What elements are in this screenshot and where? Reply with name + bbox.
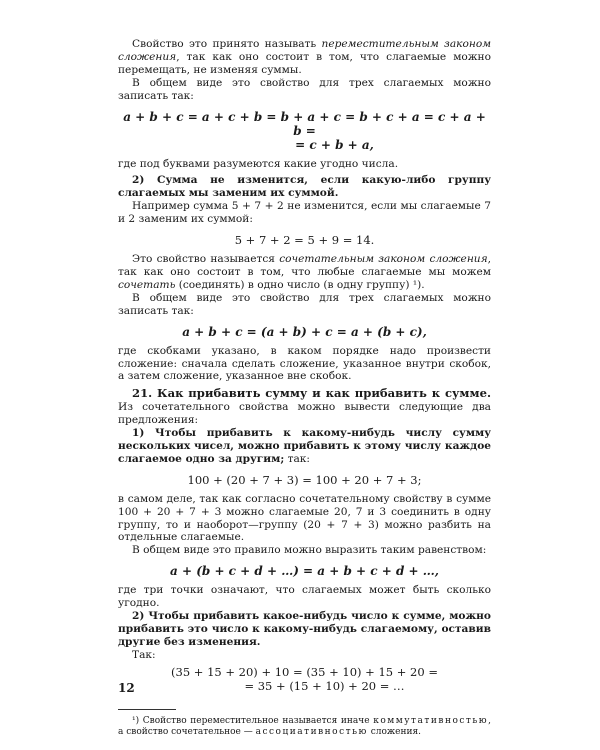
rule-add-to-sum: 2) Чтобы прибавить какое-нибудь число к сумме, можно прибавить это число к какому-нибудь слагаемому, оставив другие без изменения. <box>118 610 491 648</box>
text: , а свойство сочетательное — <box>118 715 491 737</box>
term-commutative-law: переместительным законом сложения <box>118 38 491 63</box>
paragraph-so: Так: <box>132 648 156 661</box>
formula-general: a + (b + c + d + …) = a + b + c + d + …, <box>170 564 439 579</box>
rule-add-sum <box>118 427 491 466</box>
text: Из сочетательного свойства можно вывести следующие два предложения: <box>118 401 491 427</box>
term-associative-law: сочетательным законом сложения <box>279 253 488 266</box>
paragraph-dots-note: где три точки означают, что слагаемых может быть сколько угодно. <box>118 584 491 610</box>
text: , так как оно состоит в том, что любые слагаемые мы можем <box>118 253 492 278</box>
paragraph-general-form: В общем виде это свойство для трех слагаемых можно записать так: <box>118 76 491 102</box>
paragraph-general-form-2: В общем виде это свойство для трех слагаемых можно записать так: <box>118 291 491 317</box>
paragraph-associative-law <box>118 253 491 292</box>
text: ¹) Свойство переместительное называется иначе <box>132 715 374 726</box>
text: , так как оно состоит в том, что слагаемые можно перемещать, не изменяя суммы. <box>118 50 491 76</box>
formula-example: 5 + 7 + 2 = 5 + 9 = 14. <box>234 233 375 248</box>
paragraph-brackets-note: где скобками указано, в каком порядке надо произвести сложение: сначала сделать сложение, указанное внутри скобок, а затем сложение, указанное вне скобок. <box>118 344 491 383</box>
text: Это свойство называется <box>132 253 280 266</box>
text: сложения. <box>367 726 422 737</box>
term-commutativity: коммутативностью <box>373 715 489 726</box>
formula-line: (35 + 15 + 20) + 10 = (35 + 10) + 15 + 20 = <box>171 664 438 679</box>
section-heading: 21. Как прибавить сумму и как прибавить к сумме. <box>132 386 491 401</box>
footnote <box>118 716 491 738</box>
rule-associative: 2) Сумма не изменится, если какую-либо группу слагаемых мы заменим их суммой. <box>118 174 491 200</box>
paragraph-general-rule: В общем виде это правило можно выразить таким равенством: <box>132 544 487 557</box>
section-21 <box>118 387 491 427</box>
page-number: 12 <box>118 681 135 695</box>
paragraph-letters-note: где под буквами разумеются какие угодно числа. <box>118 157 399 170</box>
formula-commutative <box>118 110 491 152</box>
paragraph-commutative-intro <box>118 38 491 77</box>
formula-add-to-sum <box>118 665 491 693</box>
text: так: <box>284 452 310 465</box>
text: Свойство это принято называть <box>132 38 322 50</box>
formula-associative: a + b + c = (a + b) + c = a + (b + c), <box>182 324 427 339</box>
term-associativity: ассоциативностью <box>255 726 368 737</box>
footnote-divider <box>118 709 176 710</box>
text: (соединять) в одно число (в одну группу) ¹). <box>175 278 425 291</box>
formula-line: = c + b + a, <box>295 137 374 152</box>
formula-add-sum: 100 + (20 + 7 + 3) = 100 + 20 + 7 + 3; <box>187 472 422 487</box>
term-combine: сочетать <box>118 278 176 291</box>
rule-text: 1) Чтобы прибавить к какому-нибудь числу сумму нескольких чисел, можно прибавить к этому числу каждое слагаемое одно за другим; <box>118 427 491 465</box>
paragraph-explanation: в самом деле, так как согласно сочетательному свойству в сумме 100 + 20 + 7 + 3 можно слагаемые 20, 7 и 3 соединить в одну группу, то и наоборот—группу (20 + 7 + 3) можно разбить на отдельные слагаемые. <box>118 492 491 544</box>
paragraph-example: Например сумма 5 + 7 + 2 не изменится, если мы слагаемые 7 и 2 заменим их суммой: <box>118 200 491 226</box>
text-column <box>118 38 491 738</box>
formula-line: a + b + c = a + c + b = b + a + c = b + c + a = c + a + b = <box>123 109 486 138</box>
formula-line: = 35 + (15 + 10) + 20 = … <box>244 678 405 693</box>
